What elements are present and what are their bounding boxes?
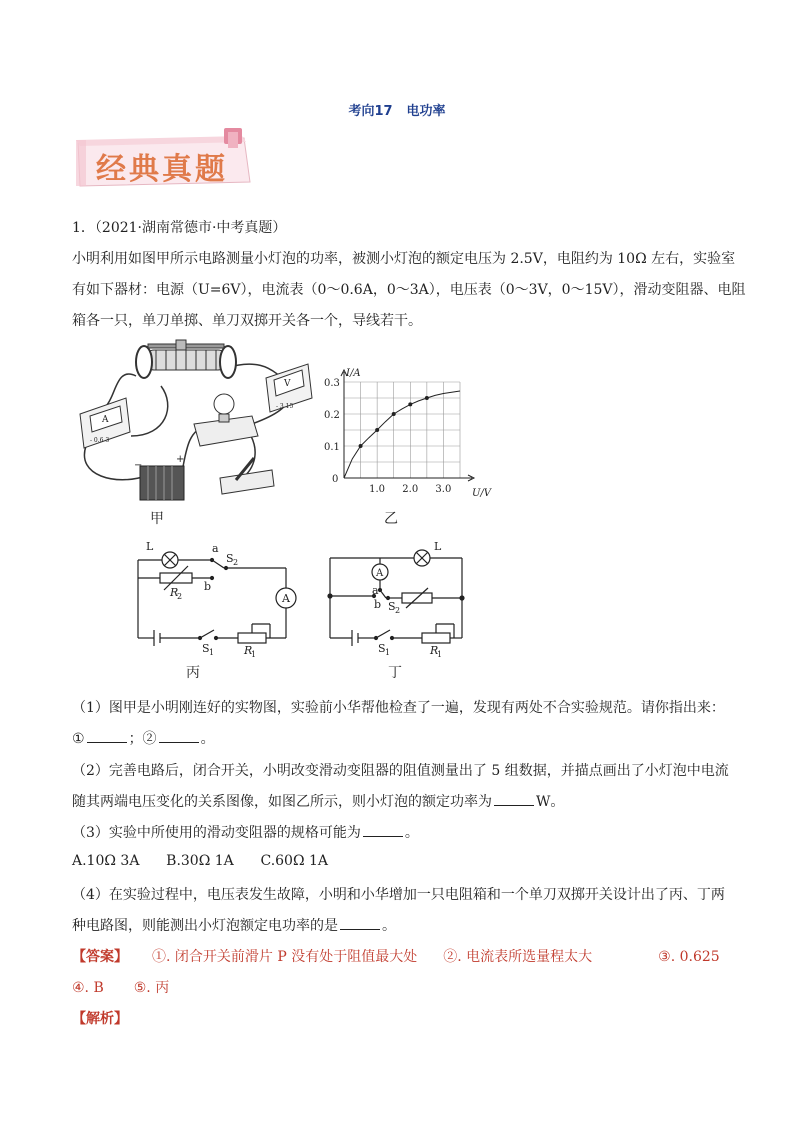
- section-banner-text: 经典真题: [96, 152, 228, 187]
- q4-line-1: （4）在实验过程中，电压表发生故障，小明和小华增加一只电阻箱和一个单刀双掷开关设计出了丙、丁两: [72, 887, 725, 903]
- q4-blank: [340, 915, 380, 930]
- lamp-on-base: [194, 394, 258, 446]
- q3-text: （3）实验中所使用的滑动变阻器的规格可能为: [72, 825, 361, 841]
- svg-text:R: R: [430, 644, 439, 657]
- svg-text:2: 2: [233, 558, 239, 567]
- q4-line-2: [72, 915, 732, 935]
- svg-text:L: L: [434, 540, 442, 553]
- answer-2: ②. 电流表所选量程太大: [443, 949, 593, 965]
- data-point: [392, 412, 396, 416]
- question-number: 1．（2021·湖南常德市·中考真题）: [72, 220, 287, 236]
- svg-text:- 3 15: - 3 15: [276, 403, 294, 410]
- svg-text:R: R: [244, 644, 253, 657]
- svg-text:S: S: [378, 642, 386, 655]
- title-topic-number: 考向17: [348, 104, 393, 119]
- q1-blank-1: [87, 728, 127, 743]
- x-tick-label: 2.0: [402, 484, 419, 495]
- answer-label: 【答案】: [72, 949, 128, 965]
- svg-text:V: V: [284, 379, 291, 389]
- y-axis-label: I/A: [346, 368, 361, 379]
- rheostat-symbol: [422, 633, 450, 643]
- ammeter: [80, 398, 130, 448]
- q1-blank-1-marker: ①: [72, 731, 85, 747]
- svg-text:A: A: [376, 568, 384, 579]
- svg-text:a: a: [212, 542, 219, 555]
- question-stem-line-2: 有如下器材：电源（U=6V），电流表（0～0.6A，0～3A），电压表（0～3V，0～15V），滑动变阻器、电阻: [72, 282, 746, 298]
- wire: [131, 386, 168, 436]
- q2-blank: [494, 791, 534, 806]
- answer-5: ⑤. 丙: [133, 980, 170, 996]
- svg-text:2: 2: [395, 606, 401, 615]
- figure-yi-label: 乙: [384, 511, 398, 527]
- title-topic-name: 电功率: [406, 104, 446, 119]
- y-tick-label: 0.3: [324, 378, 340, 389]
- figure-bing-label: 丙: [186, 665, 200, 681]
- svg-text:2: 2: [177, 592, 183, 601]
- svg-text:L: L: [146, 540, 154, 553]
- data-point: [375, 428, 379, 432]
- analysis-label: 【解析】: [72, 1011, 128, 1027]
- svg-text:+: +: [176, 454, 185, 465]
- question-stem-line-1: 小明利用如图甲所示电路测量小灯泡的功率，被测小灯泡的额定电压为 2.5V，电阻约为 10Ω 左右，实验室: [72, 251, 736, 267]
- q1-blank-2-marker: ；②: [128, 731, 157, 747]
- q3-blank: [363, 822, 403, 837]
- answer-3: ③. 0.625: [658, 949, 720, 965]
- svg-text:−: −: [134, 460, 143, 471]
- origin-label: 0: [332, 474, 339, 485]
- figure-ding-circuit-schematic: [322, 538, 472, 660]
- q2-text: 随其两端电压变化的关系图像，如图乙所示，则小灯泡的额定功率为: [72, 794, 492, 810]
- y-tick-label: 0.2: [324, 410, 340, 421]
- svg-text:1: 1: [209, 648, 215, 657]
- svg-text:A: A: [282, 592, 290, 605]
- x-tick-label: 3.0: [435, 484, 452, 495]
- iu-curve: [344, 391, 460, 478]
- figure-jia-physical-circuit: [76, 336, 316, 504]
- rheostat-symbol: [238, 633, 266, 643]
- svg-text:1: 1: [437, 650, 443, 659]
- q2-line-1: （2）完善电路后，闭合开关，小明改变滑动变阻器的阻值测量出了 5 组数据，并描点画出了小灯泡中电流: [72, 763, 729, 779]
- q1-line-2: [72, 728, 732, 748]
- q1-line-1: （1）图甲是小明刚连好的实物图，实验前小华帮他检查了一遍，发现有两处不合实验规范。请你指出来：: [72, 700, 725, 716]
- q1-end: 。: [200, 731, 215, 747]
- svg-text:S: S: [388, 600, 396, 613]
- svg-text:1: 1: [385, 648, 391, 657]
- question-stem-line-3: 箱各一只，单刀单掷、单刀双掷开关各一个，导线若干。: [72, 313, 422, 329]
- figure-jia-label: 甲: [150, 511, 164, 527]
- battery: [134, 454, 184, 500]
- q1-blank-2: [159, 728, 199, 743]
- svg-text:R: R: [170, 586, 179, 599]
- svg-text:A: A: [102, 415, 109, 425]
- q4-end: 。: [382, 918, 396, 934]
- q2-unit: W。: [536, 794, 565, 810]
- x-axis-label: U/V: [472, 488, 492, 499]
- answer-line-2: [72, 977, 732, 997]
- knife-switch: [220, 458, 274, 494]
- x-tick-label: 1.0: [369, 484, 386, 495]
- page-title: [0, 100, 794, 119]
- figure-yi-iu-chart: [322, 362, 502, 502]
- figure-bing-circuit-schematic: [130, 538, 300, 660]
- figure-ding-label: 丁: [388, 665, 402, 681]
- q3-end: 。: [404, 825, 419, 841]
- rheostat: [136, 340, 236, 378]
- svg-text:- 0.6 3: - 0.6 3: [90, 437, 110, 444]
- svg-text:a: a: [372, 584, 379, 597]
- q2-line-2: [72, 791, 732, 811]
- q3-options: A.10Ω 3A B.30Ω 1A C.60Ω 1A: [72, 853, 329, 869]
- svg-text:b: b: [204, 580, 212, 593]
- data-point: [359, 444, 363, 448]
- data-point: [425, 396, 429, 400]
- svg-text:1: 1: [251, 650, 257, 659]
- svg-text:b: b: [374, 598, 382, 611]
- answer-line-1: [72, 946, 732, 966]
- svg-text:S: S: [202, 642, 210, 655]
- answer-4: ④. B: [72, 980, 104, 996]
- q3-line: [72, 822, 732, 842]
- svg-text:S: S: [226, 552, 234, 565]
- data-point: [408, 402, 412, 406]
- answer-1: ①. 闭合开关前滑片 P 没有处于阻值最大处: [152, 949, 418, 965]
- q4-text: 种电路图，则能测出小灯泡额定电功率的是: [72, 918, 338, 934]
- y-tick-label: 0.1: [324, 442, 340, 453]
